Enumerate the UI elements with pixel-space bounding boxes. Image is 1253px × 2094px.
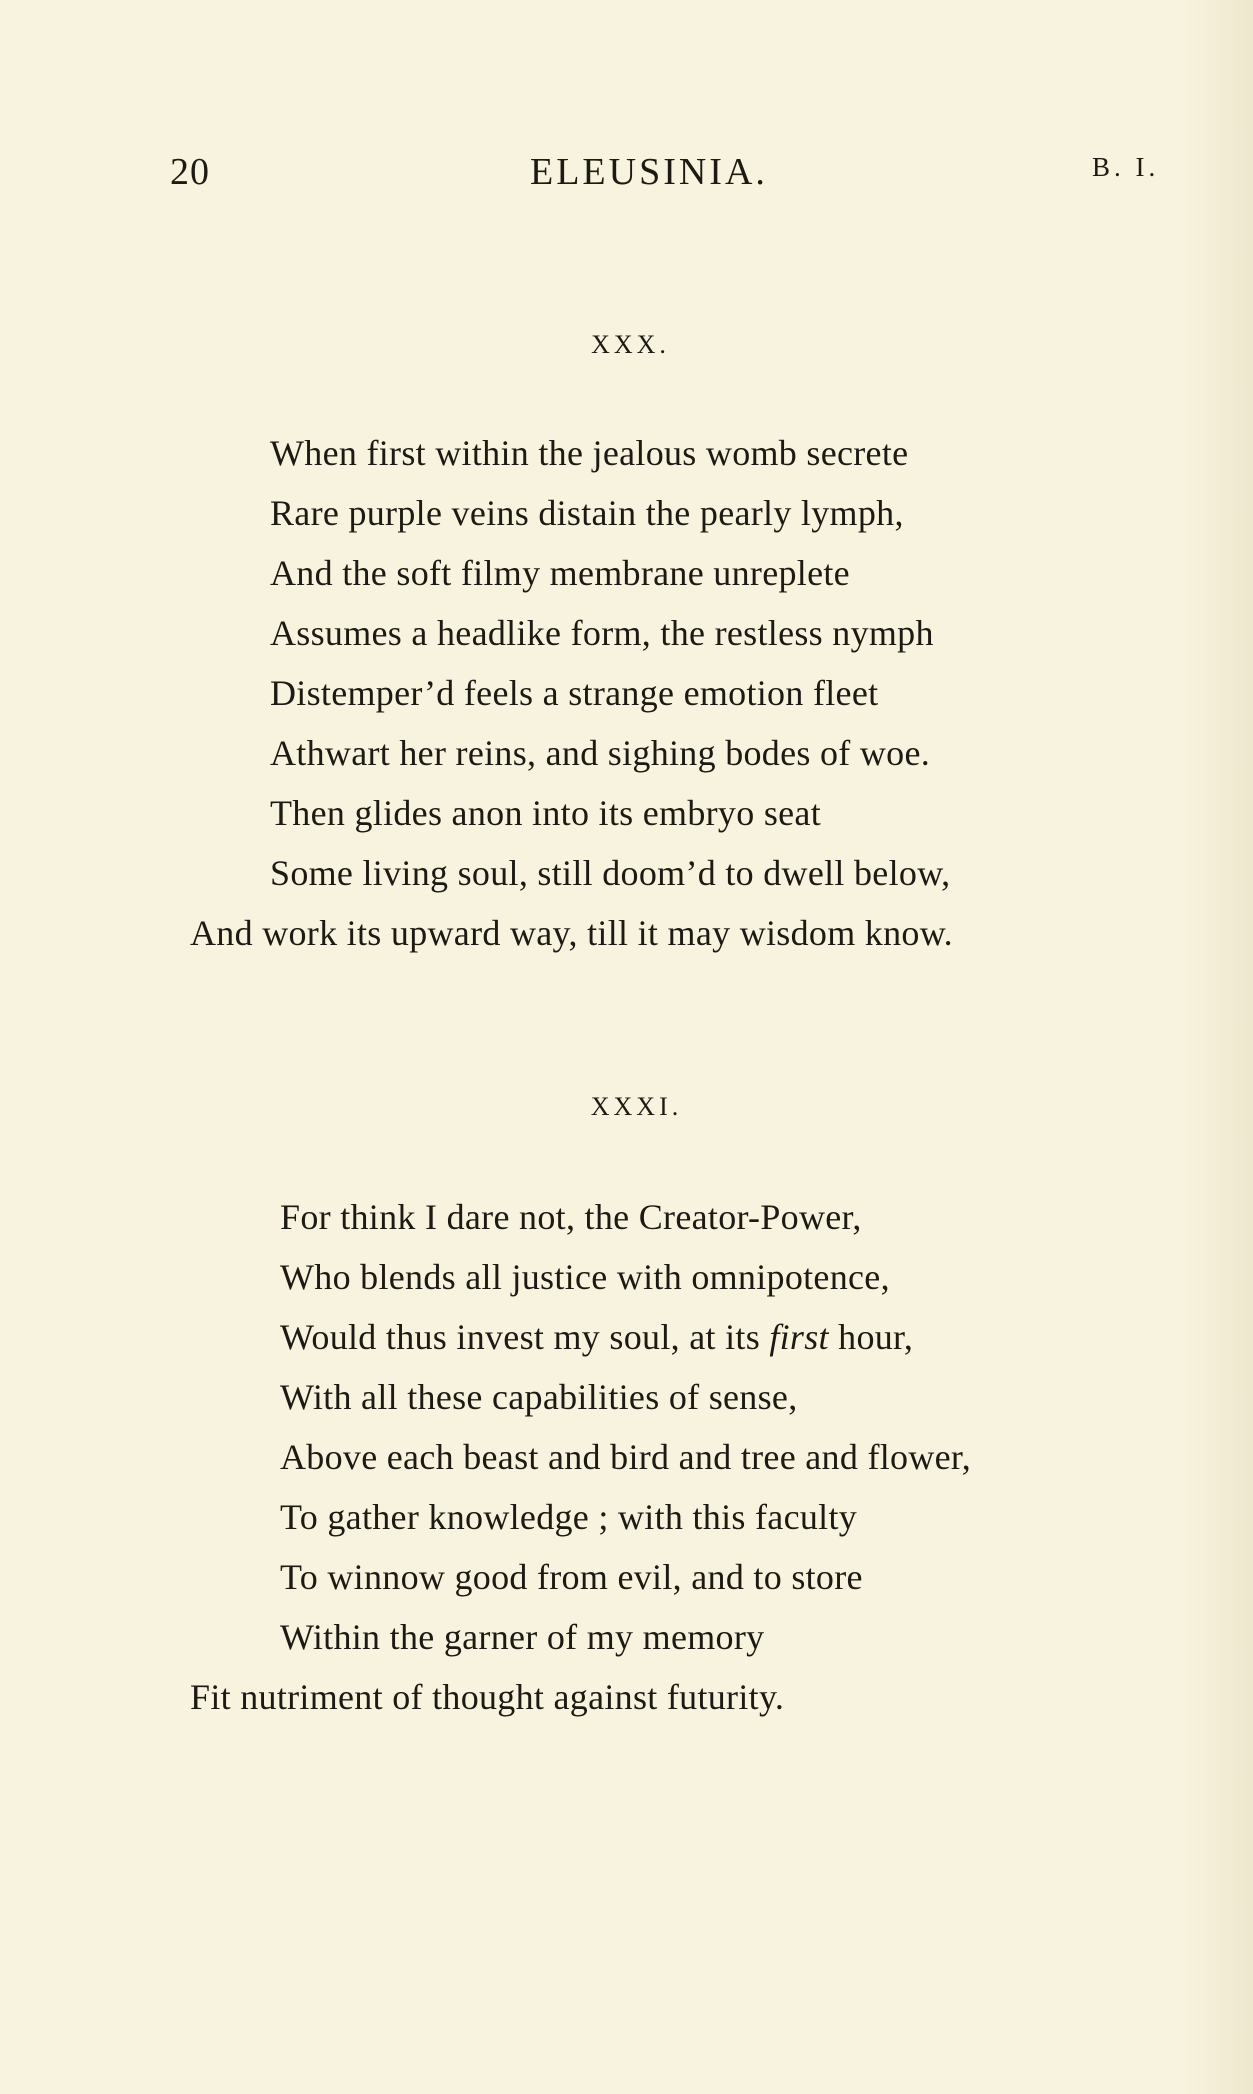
verse-line: Some living soul, still doom’d to dwell below, (270, 853, 951, 893)
verse-line-tail: hour, (828, 1317, 914, 1357)
page-number: 20 (170, 151, 210, 193)
verse-line: To winnow good from evil, and to store (280, 1557, 863, 1597)
verse-line: Then glides anon into its embryo seat (270, 793, 821, 833)
verse-line: Athwart her reins, and sighing bodes of woe. (270, 733, 931, 773)
verse-line: Who blends all justice with omnipotence, (280, 1257, 890, 1297)
verse-line: Rare purple veins distain the pearly lymph, (270, 493, 904, 533)
stanza-numeral: XXX. (591, 330, 670, 359)
verse-line: With all these capabilities of sense, (280, 1377, 798, 1417)
verse-line: And work its upward way, till it may wisdom know. (190, 913, 953, 953)
verse-line: Within the garner of my memory (280, 1617, 765, 1657)
verse-line: Above each beast and bird and tree and flower, (280, 1437, 972, 1477)
running-title: ELEUSINIA. (530, 151, 768, 193)
book-marker: B. I. (1092, 152, 1160, 182)
verse-line: When first within the jealous womb secrete (270, 433, 909, 473)
page-edge-shading (1183, 0, 1253, 2094)
verse-line: Distemper’d feels a strange emotion fleet (270, 673, 879, 713)
verse-line: Assumes a headlike form, the restless nymph (270, 613, 934, 653)
verse-line: And the soft filmy membrane unreplete (270, 553, 850, 593)
verse-line: To gather knowledge ; with this faculty (280, 1497, 858, 1537)
verse-line (280, 1316, 913, 1358)
italic-emphasis: first (769, 1317, 829, 1357)
verse-line: Fit nutriment of thought against futurity. (190, 1677, 785, 1717)
verse-line-text: Would thus invest my soul, at its (280, 1317, 770, 1357)
stanza-numeral: XXXI. (590, 1092, 683, 1121)
verse-line: For think I dare not, the Creator-Power, (280, 1197, 862, 1237)
